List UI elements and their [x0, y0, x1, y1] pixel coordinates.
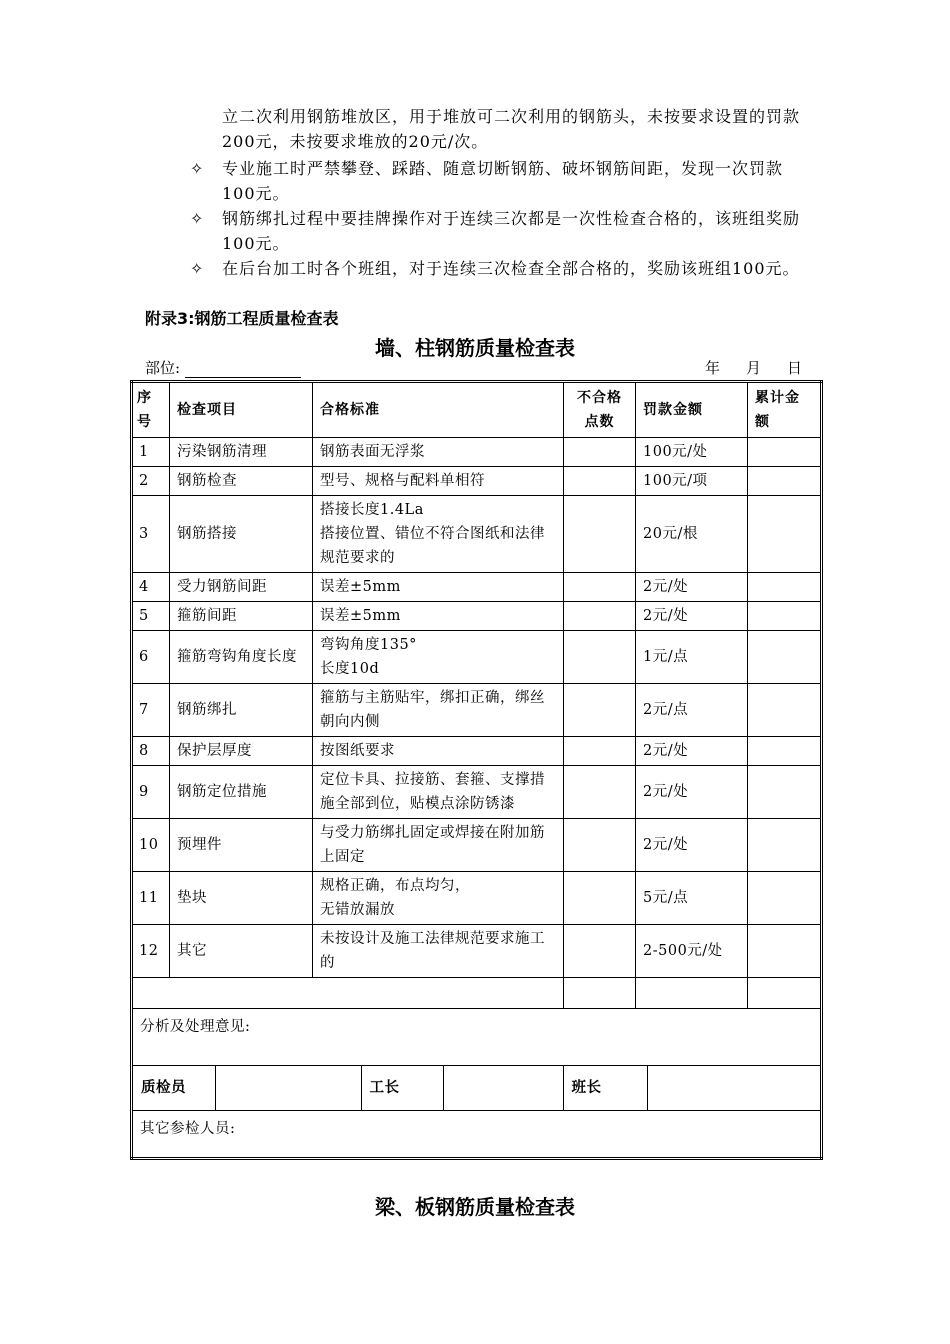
row-total[interactable] — [748, 766, 822, 819]
blank-row-cell — [636, 978, 748, 1009]
table-row — [132, 737, 822, 766]
row-standard: 箍筋与主筋贴牢，绑扣正确，绑丝朝向内侧 — [313, 684, 564, 737]
row-number: 9 — [132, 766, 170, 819]
table-row — [132, 766, 822, 819]
blank-row-cell — [132, 978, 564, 1009]
row-number: 10 — [132, 819, 170, 872]
row-item: 保护层厚度 — [170, 737, 313, 766]
sign-row — [132, 1066, 822, 1111]
row-fail-count[interactable] — [564, 573, 636, 602]
row-standard: 型号、规格与配料单相符 — [313, 467, 564, 496]
row-item: 箍筋弯钩角度长度 — [170, 631, 313, 684]
date-field — [705, 357, 828, 378]
row-number: 11 — [132, 872, 170, 925]
row-number: 5 — [132, 602, 170, 631]
row-number: 4 — [132, 573, 170, 602]
row-number: 12 — [132, 925, 170, 978]
table-row — [132, 467, 822, 496]
blank-row-cell — [564, 978, 636, 1009]
bullet-icon: ✧ — [190, 209, 204, 228]
location-blank-line — [185, 363, 301, 378]
table-row — [132, 925, 822, 978]
row-number: 2 — [132, 467, 170, 496]
header-standard: 合格标准 — [313, 382, 564, 438]
row-total[interactable] — [748, 631, 822, 684]
header-item: 检查项目 — [170, 382, 313, 438]
row-standard: 定位卡具、拉接筋、套箍、支撑措施全部到位，贴模点涂防锈漆 — [313, 766, 564, 819]
table-row — [132, 496, 822, 573]
row-item: 污染钢筋清理 — [170, 438, 313, 467]
table-body — [132, 438, 822, 978]
row-total[interactable] — [748, 602, 822, 631]
header-no: 序号 — [132, 382, 170, 438]
row-standard: 弯钩角度135° 长度10d — [313, 631, 564, 684]
table-title: 墙、柱钢筋质量检查表 — [375, 336, 575, 360]
table-row — [132, 602, 822, 631]
date-month: 月 — [746, 359, 762, 377]
inspector-label: 质检员 — [133, 1066, 215, 1110]
row-standard: 误差±5mm — [313, 602, 564, 631]
blank-row-cell — [748, 978, 822, 1009]
row-number: 6 — [132, 631, 170, 684]
row-total[interactable] — [748, 684, 822, 737]
row-item: 钢筋绑扎 — [170, 684, 313, 737]
row-standard: 规格正确，布点均匀， 无错放漏放 — [313, 872, 564, 925]
row-total[interactable] — [748, 496, 822, 573]
row-standard: 未按设计及施工法律规范要求施工的 — [313, 925, 564, 978]
row-total[interactable] — [748, 925, 822, 978]
table-row — [132, 438, 822, 467]
location-field — [145, 357, 301, 378]
row-item: 钢筋搭接 — [170, 496, 313, 573]
row-fine: 2-500元/处 — [636, 925, 748, 978]
row-item: 箍筋间距 — [170, 602, 313, 631]
inspector-signature-field[interactable] — [215, 1066, 361, 1110]
row-total[interactable] — [748, 438, 822, 467]
row-fine: 20元/根 — [636, 496, 748, 573]
table-row — [132, 819, 822, 872]
table-row — [132, 684, 822, 737]
row-total[interactable] — [748, 573, 822, 602]
row-number: 7 — [132, 684, 170, 737]
next-table-title: 梁、板钢筋质量检查表 — [375, 1195, 575, 1219]
row-fine: 2元/点 — [636, 684, 748, 737]
intro-paragraph: 立二次利用钢筋堆放区，用于堆放可二次利用的钢筋头，未按要求设置的罚款200元，未按要求堆放的20元/次。 — [222, 107, 801, 151]
row-fail-count[interactable] — [564, 496, 636, 573]
row-fine: 1元/点 — [636, 631, 748, 684]
team-leader-label: 班长 — [563, 1066, 647, 1110]
row-number: 8 — [132, 737, 170, 766]
row-fine: 5元/点 — [636, 872, 748, 925]
row-fine: 100元/处 — [636, 438, 748, 467]
bullet-text-2: 钢筋绑扎过程中要挂牌操作对于连续三次都是一次性检查合格的，该班组奖励100元。 — [222, 209, 801, 253]
row-fail-count[interactable] — [564, 737, 636, 766]
row-fine: 2元/处 — [636, 737, 748, 766]
bullet-text-3: 在后台加工时各个班组，对于连续三次检查全部合格的，奖励该班组100元。 — [222, 259, 800, 278]
appendix-heading: 附录3:钢筋工程质量检查表 — [145, 309, 339, 328]
row-fine: 2元/处 — [636, 766, 748, 819]
row-total[interactable] — [748, 819, 822, 872]
row-fail-count[interactable] — [564, 819, 636, 872]
row-total[interactable] — [748, 872, 822, 925]
row-total[interactable] — [748, 467, 822, 496]
row-fail-count[interactable] — [564, 467, 636, 496]
bullet-text-1: 专业施工时严禁攀登、踩踏、随意切断钢筋、破坏钢筋间距，发现一次罚款100元。 — [222, 159, 784, 203]
row-standard: 误差±5mm — [313, 573, 564, 602]
row-fine: 100元/项 — [636, 467, 748, 496]
bullet-icon: ✧ — [190, 159, 204, 178]
row-number: 1 — [132, 438, 170, 467]
row-fine: 2元/处 — [636, 602, 748, 631]
row-fail-count[interactable] — [564, 925, 636, 978]
foreman-label: 工长 — [361, 1066, 443, 1110]
row-total[interactable] — [748, 737, 822, 766]
row-number: 3 — [132, 496, 170, 573]
header-fail-count: 不合格点数 — [564, 382, 636, 438]
row-standard: 搭接长度1.4La 搭接位置、错位不符合图纸和法律规范要求的 — [313, 496, 564, 573]
others-label: 其它参检人员: — [140, 1121, 236, 1137]
row-item: 其它 — [170, 925, 313, 978]
team-leader-signature-field[interactable] — [647, 1066, 820, 1110]
row-fail-count[interactable] — [564, 631, 636, 684]
location-label: 部位: — [145, 359, 181, 377]
bullet-icon: ✧ — [190, 259, 204, 278]
header-fine: 罚款金额 — [636, 382, 748, 438]
row-item: 钢筋定位措施 — [170, 766, 313, 819]
table-row — [132, 872, 822, 925]
row-fail-count[interactable] — [564, 684, 636, 737]
row-item: 钢筋检查 — [170, 467, 313, 496]
date-day: 日 — [787, 359, 803, 377]
row-standard: 按图纸要求 — [313, 737, 564, 766]
row-item: 预埋件 — [170, 819, 313, 872]
table-row — [132, 573, 822, 602]
row-item: 受力钢筋间距 — [170, 573, 313, 602]
row-fine: 2元/处 — [636, 573, 748, 602]
sign-table — [133, 1066, 820, 1110]
row-fail-count[interactable] — [564, 438, 636, 467]
table-row — [132, 631, 822, 684]
header-total: 累计金额 — [748, 382, 822, 438]
row-fail-count[interactable] — [564, 766, 636, 819]
others-cell — [132, 1111, 822, 1159]
row-fail-count[interactable] — [564, 602, 636, 631]
row-fail-count[interactable] — [564, 872, 636, 925]
inspection-table — [130, 380, 823, 1160]
analysis-label: 分析及处理意见: — [140, 1019, 251, 1035]
row-standard: 钢筋表面无浮浆 — [313, 438, 564, 467]
row-fine: 2元/处 — [636, 819, 748, 872]
analysis-cell — [132, 1009, 822, 1066]
row-item: 垫块 — [170, 872, 313, 925]
foreman-signature-field[interactable] — [443, 1066, 563, 1110]
date-year: 年 — [705, 359, 721, 377]
row-standard: 与受力筋绑扎固定或焊接在附加筋上固定 — [313, 819, 564, 872]
